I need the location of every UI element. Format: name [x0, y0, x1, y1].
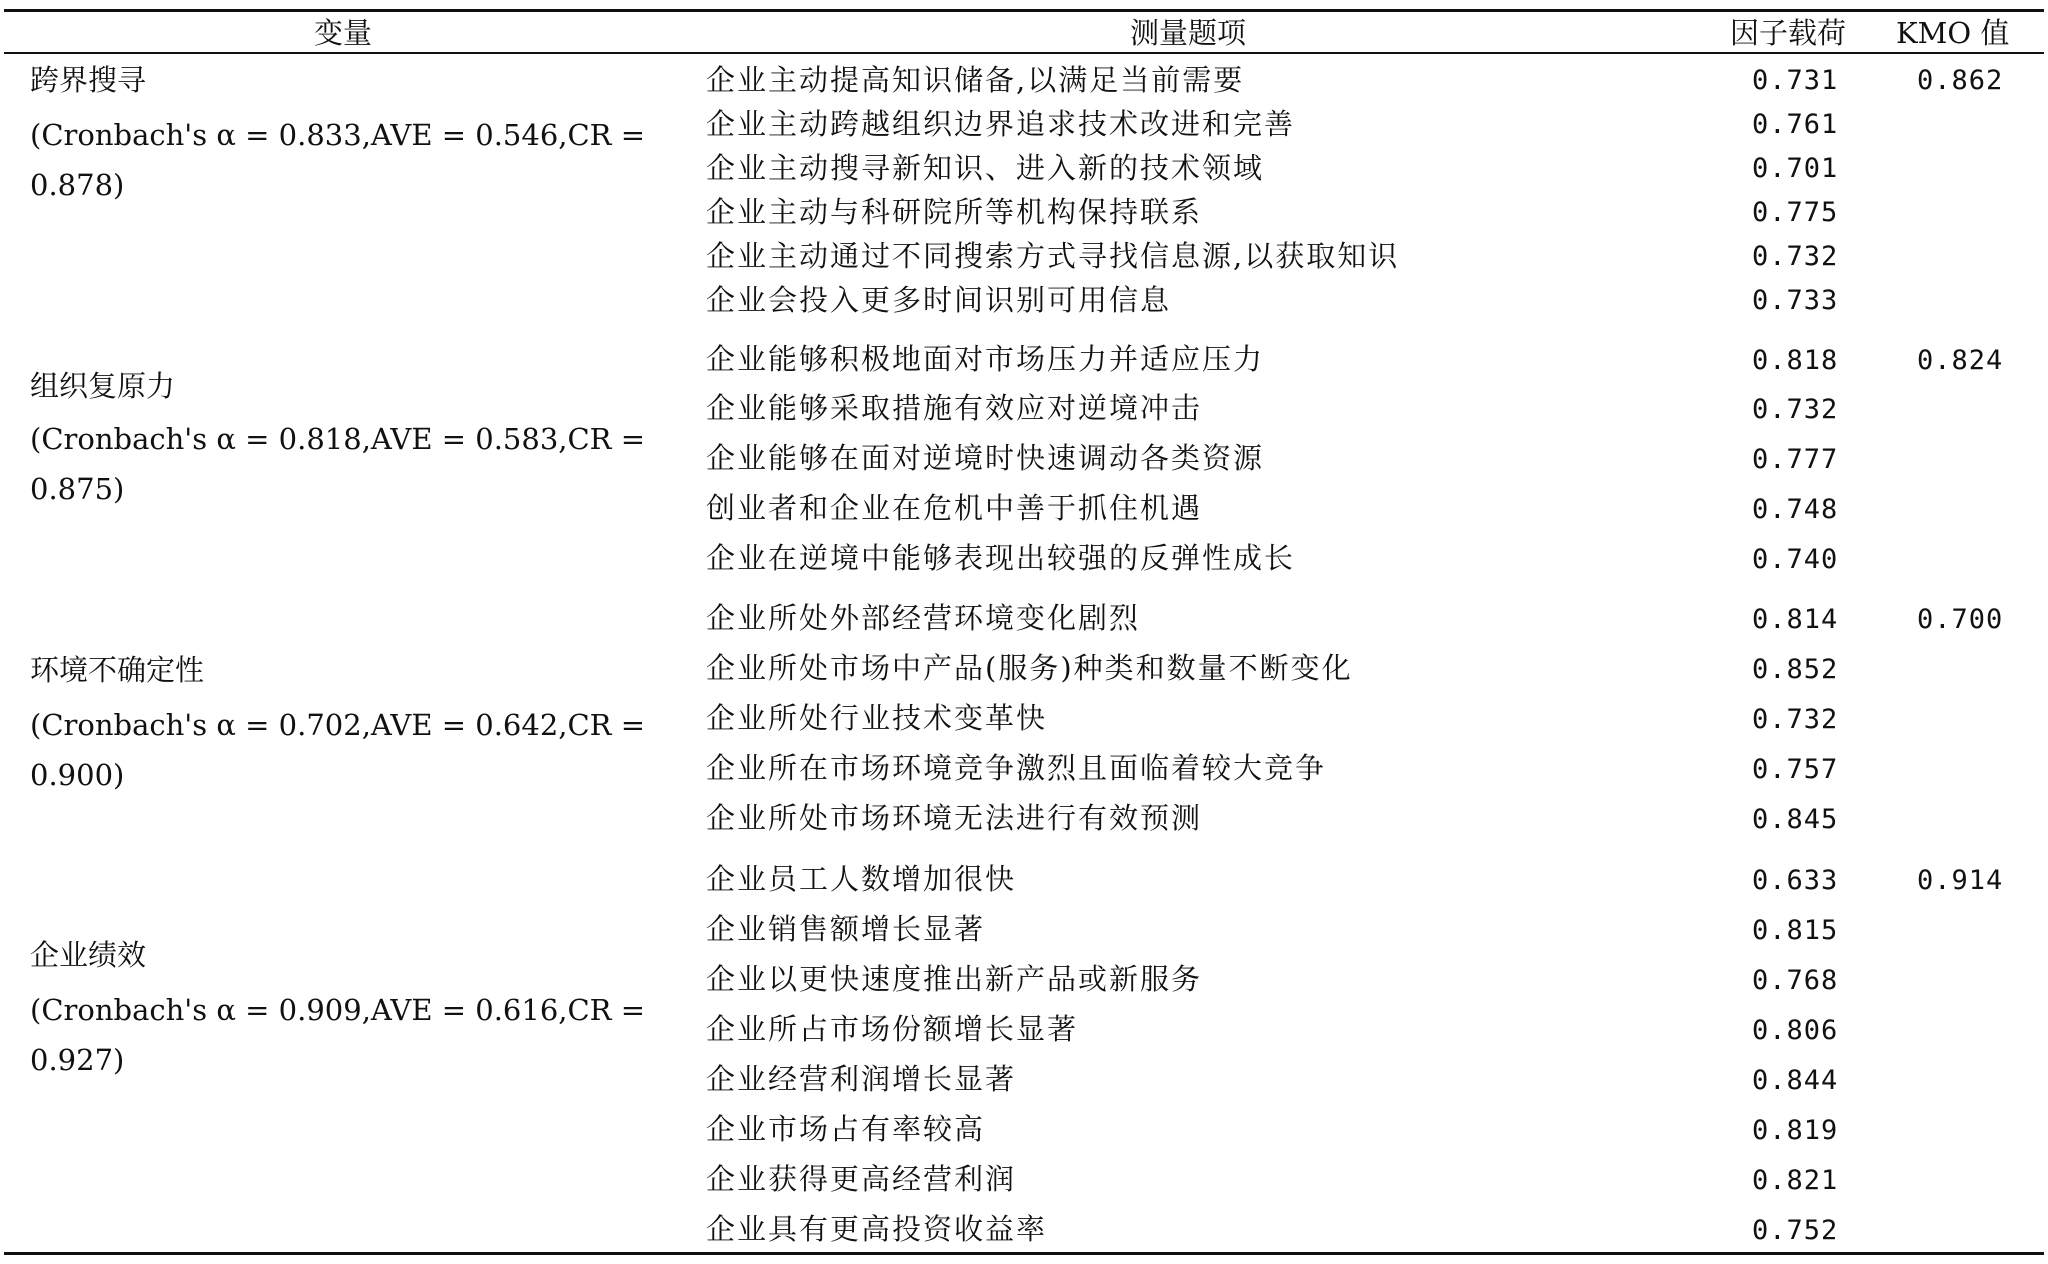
group-1-kmo: 0.862 [1917, 65, 2004, 96]
group-2-stats: (Cronbach's α = 0.818,AVE = 0.583,CR = 0.875) [30, 422, 646, 506]
loading-value: 0.752 [1752, 1215, 1839, 1246]
loading-value: 0.821 [1752, 1165, 1839, 1196]
group-3-kmo: 0.700 [1917, 604, 2004, 635]
table-row: 企业市场占有率较高 [706, 1112, 986, 1146]
loading-value: 0.732 [1752, 241, 1839, 272]
table-row: 企业所占市场份额增长显著 [706, 1012, 1079, 1046]
table-row: 企业所处外部经营环境变化剧烈 [706, 601, 1141, 635]
loading-value: 0.757 [1752, 754, 1839, 785]
table-row: 企业能够积极地面对市场压力并适应压力 [706, 342, 1265, 376]
table-row: 企业所处市场中产品(服务)种类和数量不断变化 [706, 651, 1353, 685]
table-row: 企业所处行业技术变革快 [706, 701, 1048, 735]
loading-value: 0.732 [1752, 394, 1839, 425]
loading-value: 0.815 [1752, 915, 1839, 946]
loading-value: 0.733 [1752, 285, 1839, 316]
table-row: 企业能够在面对逆境时快速调动各类资源 [706, 441, 1265, 475]
table-row: 企业主动通过不同搜索方式寻找信息源,以获取知识 [706, 239, 1400, 273]
loading-value: 0.806 [1752, 1015, 1839, 1046]
group-4-stats: (Cronbach's α = 0.909,AVE = 0.616,CR = 0.927) [30, 993, 646, 1077]
loading-value: 0.761 [1752, 109, 1839, 140]
table-bottom-rule [4, 1252, 2044, 1255]
table-row: 企业能够采取措施有效应对逆境冲击 [706, 391, 1203, 425]
group-3-name: 环境不确定性 [30, 653, 205, 687]
loading-value: 0.732 [1752, 704, 1839, 735]
group-3-stats: (Cronbach's α = 0.702,AVE = 0.642,CR = 0.900) [30, 708, 646, 792]
table-row: 企业在逆境中能够表现出较强的反弹性成长 [706, 541, 1296, 575]
header-kmo: KMO 值 [1896, 16, 2010, 50]
header-loading: 因子载荷 [1730, 16, 1847, 50]
header-variable: 变量 [314, 16, 373, 50]
table-row: 企业主动与科研院所等机构保持联系 [706, 195, 1203, 229]
group-4-kmo: 0.914 [1917, 865, 2004, 896]
table-row: 企业主动搜寻新知识、进入新的技术领域 [706, 151, 1265, 185]
group-1-stats: (Cronbach's α = 0.833,AVE = 0.546,CR = 0.878) [30, 118, 646, 202]
loading-value: 0.748 [1752, 494, 1839, 525]
table-row: 企业经营利润增长显著 [706, 1062, 1017, 1096]
loading-value: 0.818 [1752, 345, 1839, 376]
table-row: 企业所处市场环境无法进行有效预测 [706, 801, 1203, 835]
loading-value: 0.845 [1752, 804, 1839, 835]
table-header-rule [4, 52, 2044, 54]
loading-value: 0.852 [1752, 654, 1839, 685]
table-row: 企业具有更高投资收益率 [706, 1212, 1048, 1246]
table-row: 创业者和企业在危机中善于抓住机遇 [706, 491, 1203, 525]
loading-value: 0.633 [1752, 865, 1839, 896]
table-row: 企业销售额增长显著 [706, 912, 986, 946]
table-top-rule [4, 9, 2044, 12]
loading-value: 0.777 [1752, 444, 1839, 475]
group-4-name: 企业绩效 [30, 938, 147, 972]
loading-value: 0.814 [1752, 604, 1839, 635]
table-row: 企业主动提高知识储备,以满足当前需要 [706, 63, 1245, 97]
loading-value: 0.768 [1752, 965, 1839, 996]
loading-value: 0.775 [1752, 197, 1839, 228]
table-row: 企业以更快速度推出新产品或新服务 [706, 962, 1203, 996]
loading-value: 0.701 [1752, 153, 1839, 184]
group-1-name: 跨界搜寻 [30, 63, 147, 97]
loading-value: 0.740 [1752, 544, 1839, 575]
table-row: 企业获得更高经营利润 [706, 1162, 1017, 1196]
table-row: 企业员工人数增加很快 [706, 862, 1017, 896]
loading-value: 0.731 [1752, 65, 1839, 96]
table-row: 企业会投入更多时间识别可用信息 [706, 283, 1172, 317]
group-2-kmo: 0.824 [1917, 345, 2004, 376]
table-row: 企业所在市场环境竞争激烈且面临着较大竞争 [706, 751, 1327, 785]
header-item: 测量题项 [1130, 16, 1247, 50]
table-row: 企业主动跨越组织边界追求技术改进和完善 [706, 107, 1296, 141]
loading-value: 0.844 [1752, 1065, 1839, 1096]
loading-value: 0.819 [1752, 1115, 1839, 1146]
group-2-name: 组织复原力 [30, 369, 176, 403]
